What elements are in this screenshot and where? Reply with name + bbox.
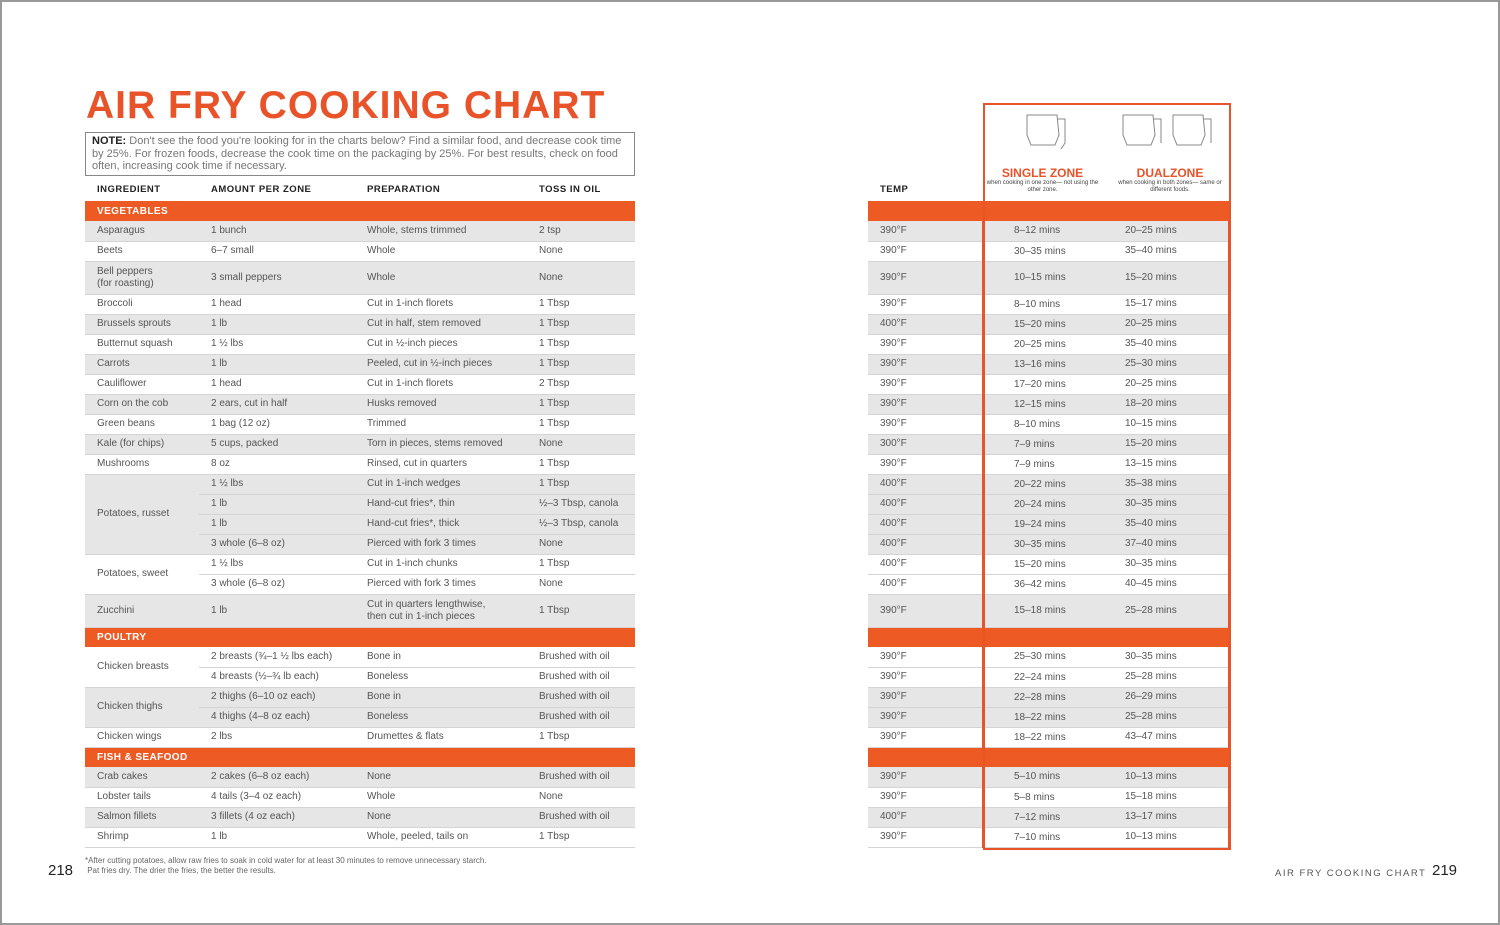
ingredient-cell: Mushrooms [85, 454, 199, 474]
temp-cell: 390°F [868, 767, 983, 787]
temp-cell: 400°F [868, 514, 983, 534]
oil-cell: 1 Tbsp [527, 354, 635, 374]
amount-cell: 1 bag (12 oz) [199, 414, 355, 434]
table-row [868, 534, 1229, 554]
single-zone-time: 15–18 mins [983, 594, 1113, 627]
temp-cell: 390°F [868, 394, 983, 414]
dual-zone-time: 25–30 mins [1113, 354, 1229, 374]
dual-zone-time: 25–28 mins [1113, 667, 1229, 687]
table-row [868, 241, 1229, 261]
dual-zone-desc: when cooking in both zones— same or different foods. [1118, 180, 1222, 193]
single-zone-time: 8–10 mins [983, 414, 1113, 434]
ingredient-cell: Chicken thighs [85, 687, 199, 727]
single-zone-time: 13–16 mins [983, 354, 1113, 374]
section-title: POULTRY [85, 627, 635, 647]
oil-cell: 1 Tbsp [527, 414, 635, 434]
preparation-cell: Whole, stems trimmed [355, 221, 527, 241]
single-zone-time: 30–35 mins [983, 534, 1113, 554]
dual-zone-time: 15–17 mins [1113, 294, 1229, 314]
oil-cell: 1 Tbsp [527, 314, 635, 334]
amount-cell: 1 lb [199, 514, 355, 534]
preparation-cell: Pierced with fork 3 times [355, 574, 527, 594]
section-header [85, 201, 635, 221]
dual-zone-time: 35–40 mins [1113, 514, 1229, 534]
table-row [85, 474, 635, 494]
preparation-cell: Trimmed [355, 414, 527, 434]
table-row [85, 727, 635, 747]
dual-zone-time: 25–28 mins [1113, 707, 1229, 727]
header-amount: AMOUNT PER ZONE [211, 183, 312, 195]
table-row [868, 294, 1229, 314]
temp-cell: 390°F [868, 221, 983, 241]
amount-cell: 3 whole (6–8 oz) [199, 574, 355, 594]
section-bar [868, 747, 1229, 767]
preparation-cell: Pierced with fork 3 times [355, 534, 527, 554]
oil-cell: 1 Tbsp [527, 474, 635, 494]
table-row [868, 807, 1229, 827]
section-bar [868, 201, 1229, 221]
single-zone-time: 12–15 mins [983, 394, 1113, 414]
temp-cell: 390°F [868, 414, 983, 434]
table-row [85, 394, 635, 414]
preparation-cell: Cut in half, stem removed [355, 314, 527, 334]
dual-zone-time: 20–25 mins [1113, 314, 1229, 334]
temp-cell: 400°F [868, 494, 983, 514]
table-row [868, 687, 1229, 707]
ingredient-cell: Cauliflower [85, 374, 199, 394]
section-header [868, 747, 1229, 767]
table-row [868, 354, 1229, 374]
temp-cell: 390°F [868, 667, 983, 687]
amount-cell: 2 cakes (6–8 oz each) [199, 767, 355, 787]
single-zone-time: 8–10 mins [983, 294, 1113, 314]
preparation-cell: None [355, 807, 527, 827]
dual-zone-time: 43–47 mins [1113, 727, 1229, 747]
temp-cell: 300°F [868, 434, 983, 454]
single-zone-time: 15–20 mins [983, 554, 1113, 574]
single-zone-title: SINGLE ZONE [1001, 166, 1084, 180]
ingredient-cell: Beets [85, 241, 199, 261]
ingredient-cell: Bell peppers (for roasting) [85, 261, 199, 294]
table-row [85, 241, 635, 261]
preparation-cell: Cut in 1-inch wedges [355, 474, 527, 494]
oil-cell: Brushed with oil [527, 767, 635, 787]
amount-cell: 8 oz [199, 454, 355, 474]
header-ingredient: INGREDIENT [97, 183, 161, 195]
amount-cell: 3 small peppers [199, 261, 355, 294]
table-row [868, 514, 1229, 534]
oil-cell: 1 Tbsp [527, 394, 635, 414]
amount-cell: 1 head [199, 294, 355, 314]
section-bar [868, 627, 1229, 647]
single-zone-time: 7–10 mins [983, 827, 1113, 847]
table-row [85, 221, 635, 241]
temp-cell: 390°F [868, 354, 983, 374]
single-zone-time: 20–24 mins [983, 494, 1113, 514]
single-zone-time: 17–20 mins [983, 374, 1113, 394]
temp-cell: 390°F [868, 374, 983, 394]
table-row [85, 807, 635, 827]
temp-cell: 400°F [868, 554, 983, 574]
preparation-cell: Whole [355, 241, 527, 261]
preparation-cell: Torn in pieces, stems removed [355, 434, 527, 454]
table-row [868, 827, 1229, 847]
oil-cell: 2 Tbsp [527, 374, 635, 394]
amount-cell: 2 thighs (6–10 oz each) [199, 687, 355, 707]
ingredient-cell: Carrots [85, 354, 199, 374]
ingredient-cell: Broccoli [85, 294, 199, 314]
page-title: AIR FRY COOKING CHART [86, 84, 606, 127]
table-row [85, 261, 635, 294]
single-zone-column [985, 105, 1100, 194]
table-row [868, 434, 1229, 454]
temp-cell: 390°F [868, 647, 983, 667]
preparation-cell: Cut in 1-inch florets [355, 294, 527, 314]
table-row [85, 294, 635, 314]
amount-cell: 6–7 small [199, 241, 355, 261]
table-row [85, 334, 635, 354]
preparation-cell: Husks removed [355, 394, 527, 414]
single-zone-time: 18–22 mins [983, 707, 1113, 727]
amount-cell: 4 tails (3–4 oz each) [199, 787, 355, 807]
preparation-cell: Bone in [355, 647, 527, 667]
temp-cell: 390°F [868, 594, 983, 627]
preparation-cell: Cut in 1-inch chunks [355, 554, 527, 574]
amount-cell: 1 ½ lbs [199, 474, 355, 494]
oil-cell: Brushed with oil [527, 807, 635, 827]
amount-cell: 1 lb [199, 827, 355, 847]
table-row [868, 494, 1229, 514]
dual-zone-time: 25–28 mins [1113, 594, 1229, 627]
oil-cell: None [527, 574, 635, 594]
table-row [85, 434, 635, 454]
zone-header [983, 103, 1231, 201]
table-row [868, 667, 1229, 687]
amount-cell: 1 lb [199, 354, 355, 374]
single-zone-time: 22–24 mins [983, 667, 1113, 687]
preparation-cell: Peeled, cut in ½-inch pieces [355, 354, 527, 374]
single-zone-time: 5–8 mins [983, 787, 1113, 807]
single-zone-desc: when cooking in one zone— not using the other zone. [986, 180, 1099, 193]
dual-basket-icon [1115, 105, 1225, 157]
table-row [868, 574, 1229, 594]
dual-zone-time: 18–20 mins [1113, 394, 1229, 414]
ingredient-cell: Corn on the cob [85, 394, 199, 414]
section-header [868, 201, 1229, 221]
preparation-cell: Cut in ½-inch pieces [355, 334, 527, 354]
preparation-cell: Cut in 1-inch florets [355, 374, 527, 394]
dual-zone-time: 10–15 mins [1113, 414, 1229, 434]
dual-zone-time: 35–40 mins [1113, 334, 1229, 354]
temp-cell: 400°F [868, 574, 983, 594]
ingredient-cell: Kale (for chips) [85, 434, 199, 454]
section-header [868, 627, 1229, 647]
temp-cell: 390°F [868, 294, 983, 314]
oil-cell: 1 Tbsp [527, 827, 635, 847]
oil-cell: ½–3 Tbsp, canola [527, 514, 635, 534]
dual-zone-time: 15–20 mins [1113, 434, 1229, 454]
oil-cell: 1 Tbsp [527, 594, 635, 627]
dual-zone-time: 10–13 mins [1113, 827, 1229, 847]
time-table [868, 177, 1230, 848]
preparation-cell: None [355, 767, 527, 787]
footnote: *After cutting potatoes, allow raw fries to soak in cold water for at least 30 minutes to remove unnecessary starch. Pat fries dry. The drier the fries, the better the results. [85, 856, 487, 875]
temp-cell: 390°F [868, 787, 983, 807]
dual-zone-time: 30–35 mins [1113, 494, 1229, 514]
single-zone-time: 25–30 mins [983, 647, 1113, 667]
oil-cell: Brushed with oil [527, 707, 635, 727]
preparation-cell: Hand-cut fries*, thin [355, 494, 527, 514]
table-row [868, 594, 1229, 627]
note-label: NOTE: [92, 135, 127, 147]
ingredient-cell: Potatoes, sweet [85, 554, 199, 594]
ingredient-cell: Potatoes, russet [85, 474, 199, 554]
dual-zone-time: 15–18 mins [1113, 787, 1229, 807]
oil-cell: None [527, 241, 635, 261]
temp-cell: 390°F [868, 454, 983, 474]
dual-zone-time: 20–25 mins [1113, 221, 1229, 241]
page-number-left: 218 [48, 862, 74, 879]
table-row [868, 787, 1229, 807]
preparation-cell: Boneless [355, 707, 527, 727]
amount-cell: 2 ears, cut in half [199, 394, 355, 414]
table-row [85, 687, 635, 707]
single-zone-time: 36–42 mins [983, 574, 1113, 594]
amount-cell: 1 lb [199, 494, 355, 514]
table-row [85, 594, 635, 627]
oil-cell: 1 Tbsp [527, 554, 635, 574]
ingredient-cell: Butternut squash [85, 334, 199, 354]
single-zone-time: 5–10 mins [983, 767, 1113, 787]
amount-cell: 2 lbs [199, 727, 355, 747]
header-temp: TEMP [880, 184, 909, 195]
temp-cell: 390°F [868, 334, 983, 354]
table-row [85, 414, 635, 434]
section-header [85, 627, 635, 647]
ingredient-cell: Salmon fillets [85, 807, 199, 827]
amount-cell: 1 lb [199, 314, 355, 334]
single-zone-time: 30–35 mins [983, 241, 1113, 261]
dual-zone-title: DUALZONE [1136, 166, 1204, 180]
oil-cell: None [527, 434, 635, 454]
ingredient-cell: Crab cakes [85, 767, 199, 787]
temp-cell: 390°F [868, 241, 983, 261]
table-row [868, 374, 1229, 394]
section-title: FISH & SEAFOOD [85, 747, 635, 767]
dual-zone-time: 35–38 mins [1113, 474, 1229, 494]
temp-cell: 400°F [868, 474, 983, 494]
amount-cell: 1 lb [199, 594, 355, 627]
dual-zone-time: 30–35 mins [1113, 554, 1229, 574]
header-oil: TOSS IN OIL [539, 183, 601, 195]
table-row [868, 221, 1229, 241]
temp-cell: 390°F [868, 727, 983, 747]
single-zone-time: 18–22 mins [983, 727, 1113, 747]
table-row [868, 414, 1229, 434]
table-row [868, 334, 1229, 354]
table-row [868, 727, 1229, 747]
page-number-right: 219 [1432, 862, 1458, 879]
ingredient-cell: Chicken breasts [85, 647, 199, 687]
preparation-cell: Rinsed, cut in quarters [355, 454, 527, 474]
dual-zone-time: 37–40 mins [1113, 534, 1229, 554]
amount-cell: 3 fillets (4 oz each) [199, 807, 355, 827]
oil-cell: Brushed with oil [527, 647, 635, 667]
table-row [85, 354, 635, 374]
table-row [868, 707, 1229, 727]
table-row [85, 827, 635, 847]
header-preparation: PREPARATION [367, 183, 441, 195]
table-row [85, 787, 635, 807]
single-zone-time: 15–20 mins [983, 314, 1113, 334]
temp-cell: 390°F [868, 707, 983, 727]
temp-cell: 400°F [868, 534, 983, 554]
temp-cell: 400°F [868, 314, 983, 334]
ingredient-cell: Zucchini [85, 594, 199, 627]
single-zone-time: 8–12 mins [983, 221, 1113, 241]
table-row [85, 374, 635, 394]
dual-zone-time: 15–20 mins [1113, 261, 1229, 294]
oil-cell: 1 Tbsp [527, 294, 635, 314]
section-title: VEGETABLES [85, 201, 635, 221]
table-row [868, 394, 1229, 414]
dual-zone-column [1110, 105, 1230, 194]
ingredient-cell: Brussels sprouts [85, 314, 199, 334]
table-row [85, 767, 635, 787]
table-row [85, 647, 635, 667]
preparation-cell: Whole [355, 261, 527, 294]
amount-cell: 2 breasts (¾–1 ½ lbs each) [199, 647, 355, 667]
table-row [868, 261, 1229, 294]
single-zone-time: 7–12 mins [983, 807, 1113, 827]
single-zone-time: 7–9 mins [983, 434, 1113, 454]
preparation-cell: Whole, peeled, tails on [355, 827, 527, 847]
amount-cell: 5 cups, packed [199, 434, 355, 454]
table-row [85, 454, 635, 474]
amount-cell: 1 bunch [199, 221, 355, 241]
dual-zone-time: 10–13 mins [1113, 767, 1229, 787]
ingredient-table [85, 177, 635, 848]
table-row [868, 314, 1229, 334]
single-zone-time: 19–24 mins [983, 514, 1113, 534]
preparation-cell: Drumettes & flats [355, 727, 527, 747]
amount-cell: 1 ½ lbs [199, 334, 355, 354]
single-zone-time: 10–15 mins [983, 261, 1113, 294]
preparation-cell: Boneless [355, 667, 527, 687]
preparation-cell: Bone in [355, 687, 527, 707]
oil-cell: 1 Tbsp [527, 454, 635, 474]
temp-cell: 390°F [868, 827, 983, 847]
ingredient-cell: Lobster tails [85, 787, 199, 807]
oil-cell: Brushed with oil [527, 687, 635, 707]
note-box [85, 132, 635, 176]
amount-cell: 1 ½ lbs [199, 554, 355, 574]
oil-cell: ½–3 Tbsp, canola [527, 494, 635, 514]
single-zone-time: 22–28 mins [983, 687, 1113, 707]
amount-cell: 1 head [199, 374, 355, 394]
temp-cell: 390°F [868, 261, 983, 294]
single-zone-time: 20–25 mins [983, 334, 1113, 354]
dual-zone-time: 40–45 mins [1113, 574, 1229, 594]
table-row [868, 647, 1229, 667]
preparation-cell: Hand-cut fries*, thick [355, 514, 527, 534]
temp-cell: 400°F [868, 807, 983, 827]
dual-zone-time: 13–15 mins [1113, 454, 1229, 474]
table-row [868, 554, 1229, 574]
running-title: AIR FRY COOKING CHART [1275, 868, 1427, 879]
table-row [85, 314, 635, 334]
dual-zone-time: 20–25 mins [1113, 374, 1229, 394]
note-text: Don't see the food you're looking for in the charts below? Find a similar food, and decrease cook time by 25%. For frozen foods, decrease the cook time on the packaging by 25%. For best results, check on food often, increasing cook time if necessary. [92, 135, 622, 172]
ingredient-cell: Chicken wings [85, 727, 199, 747]
single-basket-icon [1013, 105, 1073, 157]
table-row [868, 474, 1229, 494]
preparation-cell: Cut in quarters lengthwise, then cut in 1-inch pieces [355, 594, 527, 627]
temp-cell: 390°F [868, 687, 983, 707]
amount-cell: 4 thighs (4–8 oz each) [199, 707, 355, 727]
table-row [868, 454, 1229, 474]
dual-zone-time: 30–35 mins [1113, 647, 1229, 667]
table-row [85, 554, 635, 574]
ingredient-cell: Asparagus [85, 221, 199, 241]
table-row [868, 767, 1229, 787]
dual-zone-time: 13–17 mins [1113, 807, 1229, 827]
oil-cell: None [527, 261, 635, 294]
single-zone-time: 7–9 mins [983, 454, 1113, 474]
oil-cell: 1 Tbsp [527, 334, 635, 354]
single-zone-time: 20–22 mins [983, 474, 1113, 494]
dual-zone-time: 26–29 mins [1113, 687, 1229, 707]
dual-zone-time: 35–40 mins [1113, 241, 1229, 261]
amount-cell: 3 whole (6–8 oz) [199, 534, 355, 554]
preparation-cell: Whole [355, 787, 527, 807]
oil-cell: None [527, 534, 635, 554]
section-header [85, 747, 635, 767]
oil-cell: Brushed with oil [527, 667, 635, 687]
ingredient-cell: Shrimp [85, 827, 199, 847]
ingredient-cell: Green beans [85, 414, 199, 434]
oil-cell: None [527, 787, 635, 807]
amount-cell: 4 breasts (½–¾ lb each) [199, 667, 355, 687]
oil-cell: 1 Tbsp [527, 727, 635, 747]
oil-cell: 2 tsp [527, 221, 635, 241]
